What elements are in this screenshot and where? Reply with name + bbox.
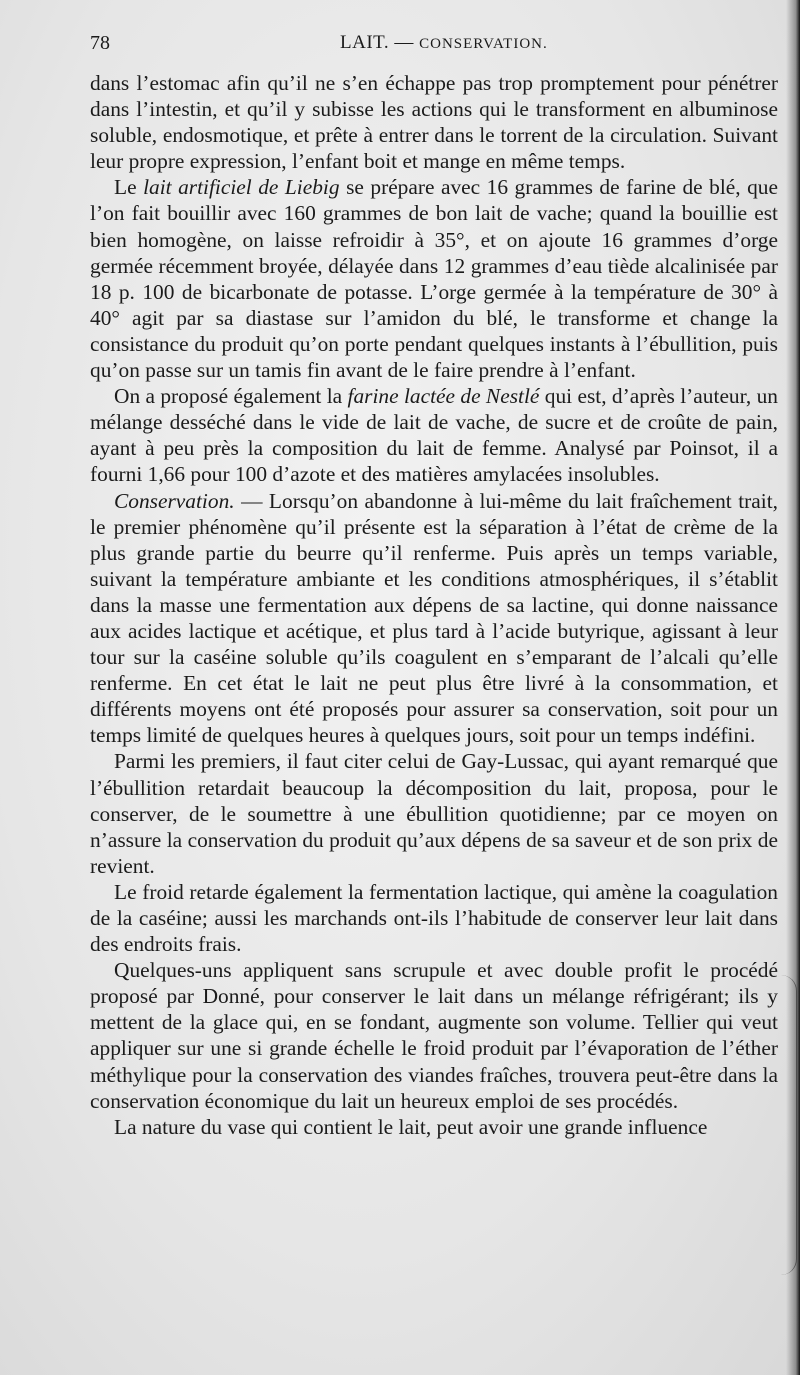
paragraph-text: se prépare avec 16 grammes de farine de blé, que l’on fait bouillir avec 160 grammes de bon lait de vache; quand la bouillie est bien homogène, on laisse refroidir à 35°, et on ajoute 16 grammes d’orge germée récemment broyée, délayée dans 12 grammes d’eau tiède alcalinisée par 18 p. 100 de bicarbonate de potasse. L’orge germée à la température de 30° à 40° agit par sa diastase sur l’amidon du blé, le transforme et change la consistance du produit qu’on porte pendant quelques instants à l’ébullition, puis qu’on passe sur un tamis fin avant de le faire prendre à l’enfant. xyxy=(90,175,778,383)
page-number: 78 xyxy=(90,32,110,54)
body-text xyxy=(90,70,778,1140)
paragraph-donne: Quelques-uns appliquent sans scrupule et avec double profit le procédé proposé par Donné, pour conserver le lait dans un mélange réfrigérant; ils y mettent de la glace qui, en se fondant, augmente son volume. Tellier qui veut appliquer sur une si grande échelle le froid produit par l’évaporation de l’éther méthylique pour la conservation des viandes fraîches, trouvera peut-être dans la conservation économique du lait un heureux emploi de ses procédés. xyxy=(90,958,778,1113)
running-head-main: LAIT. — xyxy=(340,32,414,53)
paragraph-froid: Le froid retarde également la fermentation lactique, qui amène la coagulation de la caséine; aussi les marchands ont-ils l’habitude de conserver leur lait dans des endroits frais. xyxy=(90,879,778,957)
italic-term: farine lactée de Nestlé xyxy=(347,384,540,409)
paragraph-continuation: dans l’estomac afin qu’il ne s’en échappe pas trop promptement pour pénétrer dans l’intestin, et qu’il y subisse les actions qui le transforment en albuminose soluble, endosmotique, et prête à entrer dans le torrent de la circulation. Suivant leur propre expression, l’enfant boit et mange en même temps. xyxy=(90,71,778,174)
paragraph-gay-lussac: Parmi les premiers, il faut citer celui de Gay-Lussac, qui ayant remarqué que l’ébullition retardait beaucoup la décomposition du lait, proposa, pour le conserver, de le soumettre à une ébullition quotidienne; par ce moyen on n’assure la conservation du produit qu’aux dépens de sa saveur et de son prix de revient. xyxy=(90,749,778,878)
paragraph-text: qui est, d’après l’auteur, un mélange desséché dans le vide de lait de vache, de sucre et de croûte de pain, ayant à peu près la composition du lait de femme. Analysé par Poinsot, il a fourni 1,66 pour 100 d’azote et des matières amylacées insolubles. xyxy=(90,384,778,487)
margin-bracket-mark xyxy=(776,975,797,1275)
paragraph-text: Le xyxy=(114,175,144,200)
italic-term: lait artificiel de Liebig xyxy=(143,175,340,200)
paragraph-nestle xyxy=(90,383,778,487)
running-head xyxy=(340,32,548,54)
paragraph-text: On a proposé également la xyxy=(114,384,348,409)
running-head-section: CONSERVATION. xyxy=(419,36,548,52)
paragraph-vase: La nature du vase qui contient le lait, peut avoir une grande influence xyxy=(114,1114,708,1139)
paragraph-liebig xyxy=(90,174,778,383)
paragraph-text: — Lorsqu’on abandonne à lui-même du lait fraîchement trait, le premier phénomène qu’il présente est la séparation à l’état de crème de la plus grande partie du beurre qu’il renferme. Puis après un temps variable, suivant la température ambiante et les conditions atmosphériques, il s’établit dans la masse une fermentation aux dépens de sa lactine, qui donne naissance aux acides lactique et acétique, et plus tard à l’acide butyrique, agissant à leur tour sur la caséine soluble qu’ils coagulent en s’emparant de l’alcali qu’elle renferme. En cet état le lait ne peut plus être livré à la consommation, et différents moyens ont été proposés pour assurer sa conservation, soit pour un temps limité de quelques heures à quelques jours, soit pour un temps indéfini. xyxy=(90,488,778,748)
page-header xyxy=(90,32,780,62)
paragraph-conservation xyxy=(90,488,778,749)
section-heading: Conservation. xyxy=(114,488,235,513)
